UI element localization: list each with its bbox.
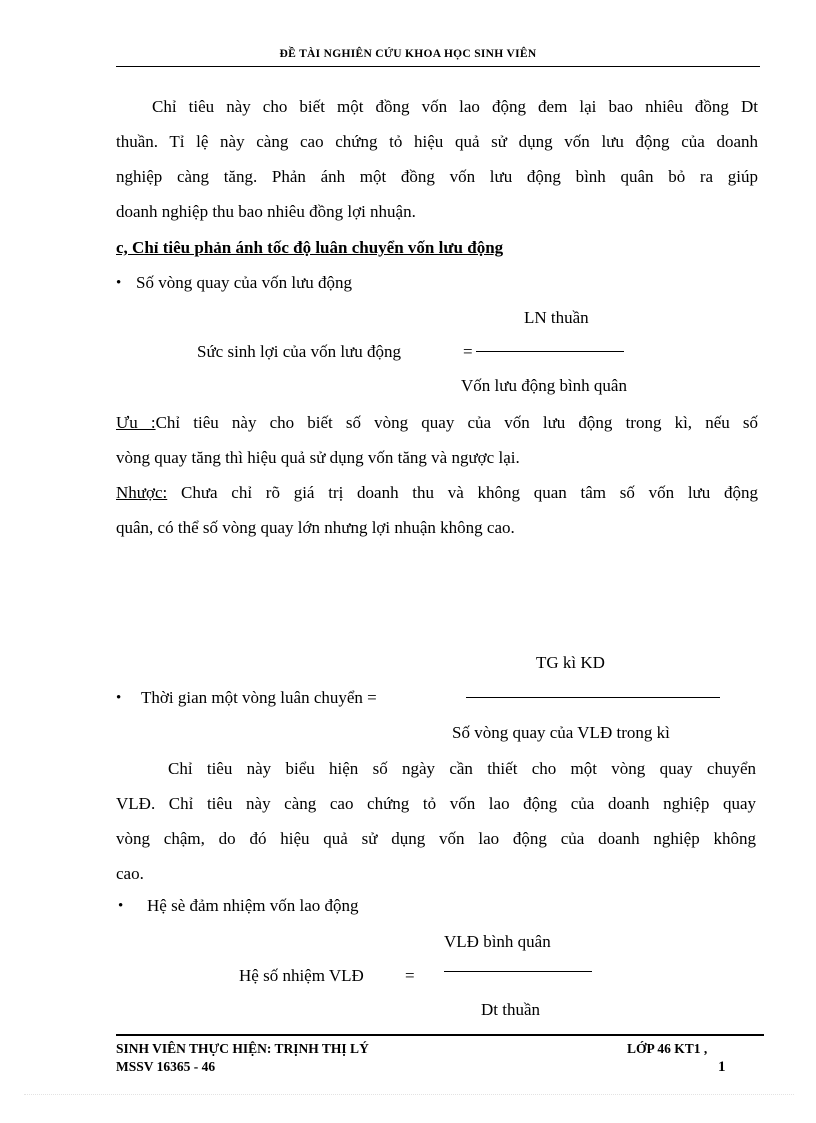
formula-numerator: LN thuần	[524, 308, 589, 327]
formula-label: Thời gian một vòng luân chuyển =	[141, 688, 377, 707]
bullet-icon: •	[116, 690, 122, 706]
footer-rule	[116, 1034, 764, 1036]
advantage-paragraph	[116, 405, 758, 545]
bullet-text: Hệ sè đảm nhiệm vốn lao động	[147, 896, 359, 915]
section-heading: c, Chỉ tiêu phản ánh tốc độ luân chuyển vốn lưu động	[116, 238, 504, 257]
page-number: 1	[718, 1059, 726, 1075]
formula-denominator: Vốn lưu động bình quân	[461, 376, 627, 395]
advantage-text: Chỉ tiêu này cho biết số vòng quay của vốn lưu động trong kì, nếu số	[155, 413, 759, 432]
formula-denominator: Dt thuần	[481, 1000, 541, 1019]
formula-equals: =	[405, 966, 415, 985]
footer-mssv: MSSV 16365 - 46	[116, 1059, 216, 1074]
paragraph-line: cao.	[116, 864, 144, 883]
header-rule	[116, 66, 760, 67]
paragraph-line: thuần. Tỉ lệ này càng cao chứng tỏ hiệu quả sử dụng vốn lưu động của doanh	[116, 132, 758, 151]
paragraph-intro	[116, 89, 758, 229]
paragraph-line: vòng quay tăng thì hiệu quả sử dụng vốn tăng và ngược lại.	[116, 448, 520, 467]
formula-numerator: VLĐ bình quân	[444, 932, 551, 951]
advantage-label: Ưu :	[116, 413, 156, 432]
paragraph-explanation	[116, 751, 756, 891]
formula-numerator: TG kì KD	[536, 653, 605, 672]
formula-denominator: Số vòng quay của VLĐ trong kì	[452, 723, 670, 742]
disadvantage-text: Chưa chỉ rõ giá trị doanh thu và không quan tâm số vốn lưu động	[167, 483, 758, 502]
paragraph-line: Chỉ tiêu này cho biết một đồng vốn lao động đem lại bao nhiêu đồng Dt	[152, 97, 758, 116]
fraction-bar	[476, 351, 624, 352]
paragraph-line: Chỉ tiêu này biểu hiện số ngày cần thiết cho một vòng quay chuyển	[168, 759, 756, 778]
page-bottom-divider	[24, 1094, 794, 1095]
paragraph-line: vòng chậm, do đó hiệu quả sử dụng vốn lao động của doanh nghiệp không	[116, 829, 756, 848]
bullet-icon: •	[118, 898, 124, 914]
formula-label: Hệ số nhiệm VLĐ	[239, 966, 364, 985]
footer-student: SINH VIÊN THỰC HIỆN: TRỊNH THỊ LÝ	[116, 1041, 369, 1056]
footer-class: LỚP 46 KT1 ,	[627, 1041, 708, 1056]
fraction-bar	[444, 971, 592, 972]
disadvantage-label: Nhược:	[116, 483, 168, 502]
bullet-text: Số vòng quay của vốn lưu động	[136, 273, 353, 292]
paragraph-line: VLĐ. Chỉ tiêu này càng cao chứng tỏ vốn lao động của doanh nghiệp quay	[116, 794, 756, 813]
paragraph-line: nghiệp càng tăng. Phản ánh một đồng vốn lưu động bình quân bỏ ra giúp	[116, 167, 758, 186]
paragraph-line: doanh nghiệp thu bao nhiêu đồng lợi nhuận.	[116, 202, 416, 221]
page-header-title: ĐỀ TÀI NGHIÊN CỨU KHOA HỌC SINH VIÊN	[279, 48, 537, 60]
formula-label: Sức sinh lợi của vốn lưu động	[197, 342, 402, 361]
fraction-bar	[466, 697, 720, 698]
paragraph-line: quân, có thể số vòng quay lớn nhưng lợi nhuận không cao.	[116, 518, 515, 537]
formula-equals: =	[463, 342, 473, 361]
bullet-icon: •	[116, 275, 122, 291]
